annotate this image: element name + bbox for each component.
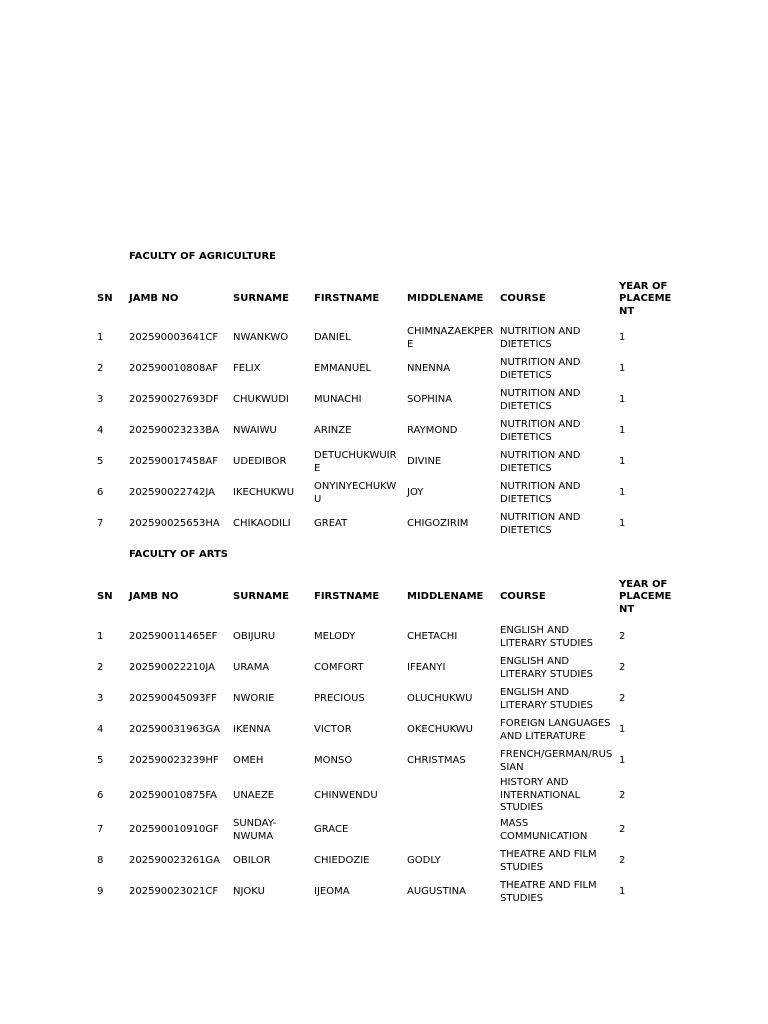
cell-middlename bbox=[407, 777, 497, 815]
cell-surname: NJOKU bbox=[233, 886, 265, 898]
header-firstname: FIRSTNAME bbox=[314, 293, 380, 305]
header-year-of-placement: YEAR OF PLACEME NT bbox=[619, 578, 672, 615]
cell-surname: IKECHUKWU bbox=[233, 487, 295, 499]
cell-firstname: MONSO bbox=[314, 755, 353, 767]
cell-firstname: MUNACHI bbox=[314, 394, 362, 406]
table-header bbox=[0, 280, 768, 319]
cell-firstname: GREAT bbox=[314, 518, 348, 530]
cell-surname: CHIKAODILI bbox=[233, 518, 291, 530]
cell-firstname: MELODY bbox=[314, 631, 356, 643]
table-row bbox=[0, 815, 768, 846]
cell-surname: OMEH bbox=[233, 755, 264, 767]
table-row bbox=[0, 509, 768, 540]
cell-middlename: SOPHINA bbox=[407, 394, 453, 406]
cell-surname: OBILOR bbox=[233, 855, 271, 867]
cell-sn: 8 bbox=[97, 855, 104, 867]
cell-sn: 6 bbox=[97, 487, 104, 499]
cell-middlename: CHIMNAZAEKPER E bbox=[407, 326, 494, 350]
table-row bbox=[0, 777, 768, 815]
cell-year: 1 bbox=[619, 332, 626, 344]
table-row bbox=[0, 653, 768, 684]
cell-sn: 3 bbox=[97, 693, 104, 705]
cell-sn: 7 bbox=[97, 518, 104, 530]
cell-firstname: PRECIOUS bbox=[314, 693, 365, 705]
table-row bbox=[0, 715, 768, 746]
cell-middlename: OKECHUKWU bbox=[407, 724, 473, 736]
cell-course: NUTRITION AND DIETETICS bbox=[500, 512, 581, 536]
cell-sn: 7 bbox=[97, 824, 104, 836]
cell-year: 1 bbox=[619, 456, 626, 468]
cell-surname: SUNDAY- NWUMA bbox=[233, 818, 277, 842]
cell-firstname: CHIEDOZIE bbox=[314, 855, 370, 867]
table-header bbox=[0, 578, 768, 617]
cell-firstname: IJEOMA bbox=[314, 886, 350, 898]
cell-surname: UNAEZE bbox=[233, 789, 275, 801]
cell-sn: 6 bbox=[97, 789, 104, 801]
cell-firstname: EMMANUEL bbox=[314, 363, 372, 375]
header-jamb-no: JAMB NO bbox=[129, 591, 179, 603]
cell-year: 2 bbox=[619, 693, 626, 705]
cell-year: 2 bbox=[619, 789, 626, 801]
table-row bbox=[0, 877, 768, 908]
cell-course: NUTRITION AND DIETETICS bbox=[500, 481, 581, 505]
cell-year: 1 bbox=[619, 363, 626, 375]
cell-surname: OBIJURU bbox=[233, 631, 276, 643]
cell-course: ENGLISH AND LITERARY STUDIES bbox=[500, 656, 594, 680]
table-row bbox=[0, 622, 768, 653]
header-year-of-placement: YEAR OF PLACEME NT bbox=[619, 280, 672, 317]
cell-sn: 3 bbox=[97, 394, 104, 406]
cell-jamb-no: 202590011465EF bbox=[129, 631, 218, 643]
cell-course: NUTRITION AND DIETETICS bbox=[500, 419, 581, 443]
cell-middlename: CHETACHI bbox=[407, 631, 458, 643]
cell-year: 1 bbox=[619, 886, 626, 898]
cell-course: NUTRITION AND DIETETICS bbox=[500, 388, 581, 412]
cell-jamb-no: 202590023233BA bbox=[129, 425, 220, 437]
cell-jamb-no: 202590023239HF bbox=[129, 755, 219, 767]
cell-surname: IKENNA bbox=[233, 724, 271, 736]
cell-sn: 9 bbox=[97, 886, 104, 898]
cell-surname: URAMA bbox=[233, 662, 270, 674]
cell-middlename: IFEANYI bbox=[407, 662, 446, 674]
cell-year: 1 bbox=[619, 394, 626, 406]
cell-sn: 2 bbox=[97, 363, 104, 375]
cell-year: 2 bbox=[619, 662, 626, 674]
section-title: FACULTY OF ARTS bbox=[129, 549, 228, 560]
cell-surname: NWANKWO bbox=[233, 332, 289, 344]
cell-jamb-no: 202590017458AF bbox=[129, 456, 218, 468]
cell-firstname: COMFORT bbox=[314, 662, 364, 674]
cell-sn: 4 bbox=[97, 425, 104, 437]
cell-firstname: DETUCHUKWUIR E bbox=[314, 450, 397, 474]
cell-middlename: GODLY bbox=[407, 855, 441, 867]
cell-jamb-no: 202590031963GA bbox=[129, 724, 220, 736]
cell-sn: 5 bbox=[97, 755, 104, 767]
cell-middlename: RAYMOND bbox=[407, 425, 458, 437]
header-course: COURSE bbox=[500, 293, 546, 305]
cell-firstname: ARINZE bbox=[314, 425, 352, 437]
cell-surname: NWORIE bbox=[233, 693, 275, 705]
table-row bbox=[0, 478, 768, 509]
cell-middlename: OLUCHUKWU bbox=[407, 693, 473, 705]
cell-year: 1 bbox=[619, 724, 626, 736]
cell-year: 1 bbox=[619, 518, 626, 530]
cell-middlename: CHRISTMAS bbox=[407, 755, 466, 767]
header-sn: SN bbox=[97, 591, 113, 603]
cell-course: ENGLISH AND LITERARY STUDIES bbox=[500, 687, 594, 711]
cell-middlename: JOY bbox=[407, 487, 424, 499]
header-sn: SN bbox=[97, 293, 113, 305]
cell-jamb-no: 202590025653HA bbox=[129, 518, 220, 530]
cell-middlename: AUGUSTINA bbox=[407, 886, 466, 898]
cell-jamb-no: 202590022210JA bbox=[129, 662, 215, 674]
cell-course: NUTRITION AND DIETETICS bbox=[500, 326, 581, 350]
cell-sn: 1 bbox=[97, 332, 104, 344]
cell-surname: UDEDIBOR bbox=[233, 456, 287, 468]
table-row bbox=[0, 746, 768, 777]
cell-jamb-no: 202590023021CF bbox=[129, 886, 219, 898]
table-row bbox=[0, 684, 768, 715]
cell-year: 1 bbox=[619, 755, 626, 767]
header-surname: SURNAME bbox=[233, 293, 289, 305]
cell-year: 2 bbox=[619, 824, 626, 836]
cell-jamb-no: 202590010875FA bbox=[129, 789, 218, 801]
header-middlename: MIDDLENAME bbox=[407, 591, 484, 603]
cell-course: FRENCH/GERMAN/RUS SIAN bbox=[500, 749, 613, 773]
table-row bbox=[0, 354, 768, 385]
header-middlename: MIDDLENAME bbox=[407, 293, 484, 305]
cell-surname: CHUKWUDI bbox=[233, 394, 289, 406]
cell-jamb-no: 202590010808AF bbox=[129, 363, 218, 375]
section-title: FACULTY OF AGRICULTURE bbox=[129, 251, 276, 262]
table-row bbox=[0, 416, 768, 447]
cell-surname: NWAIWU bbox=[233, 425, 277, 437]
header-jamb-no: JAMB NO bbox=[129, 293, 179, 305]
cell-firstname: GRACE bbox=[314, 824, 349, 836]
cell-sn: 5 bbox=[97, 456, 104, 468]
table-row bbox=[0, 447, 768, 478]
cell-middlename: CHIGOZIRIM bbox=[407, 518, 469, 530]
cell-year: 2 bbox=[619, 631, 626, 643]
cell-jamb-no: 202590045093FF bbox=[129, 693, 217, 705]
cell-jamb-no: 202590010910GF bbox=[129, 824, 219, 836]
cell-course: THEATRE AND FILM STUDIES bbox=[500, 880, 597, 904]
table-row bbox=[0, 323, 768, 354]
cell-course: ENGLISH AND LITERARY STUDIES bbox=[500, 625, 594, 649]
cell-year: 1 bbox=[619, 487, 626, 499]
cell-firstname: ONYINYECHUKW U bbox=[314, 481, 397, 505]
cell-jamb-no: 202590003641CF bbox=[129, 332, 219, 344]
cell-course: NUTRITION AND DIETETICS bbox=[500, 450, 581, 474]
cell-sn: 1 bbox=[97, 631, 104, 643]
cell-surname: FELIX bbox=[233, 363, 261, 375]
cell-course: HISTORY AND INTERNATIONAL STUDIES bbox=[500, 777, 581, 814]
cell-course: FOREIGN LANGUAGES AND LITERATURE bbox=[500, 718, 611, 742]
cell-course: MASS COMMUNICATION bbox=[500, 818, 588, 842]
cell-year: 1 bbox=[619, 425, 626, 437]
cell-firstname: VICTOR bbox=[314, 724, 352, 736]
table-row bbox=[0, 846, 768, 877]
header-surname: SURNAME bbox=[233, 591, 289, 603]
cell-sn: 2 bbox=[97, 662, 104, 674]
cell-middlename: DIVINE bbox=[407, 456, 442, 468]
cell-middlename bbox=[407, 815, 497, 846]
header-firstname: FIRSTNAME bbox=[314, 591, 380, 603]
cell-course: NUTRITION AND DIETETICS bbox=[500, 357, 581, 381]
cell-year: 2 bbox=[619, 855, 626, 867]
cell-sn: 4 bbox=[97, 724, 104, 736]
cell-middlename: NNENNA bbox=[407, 363, 451, 375]
header-course: COURSE bbox=[500, 591, 546, 603]
cell-jamb-no: 202590027693DF bbox=[129, 394, 219, 406]
cell-firstname: DANIEL bbox=[314, 332, 351, 344]
cell-firstname: CHINWENDU bbox=[314, 789, 378, 801]
table-row bbox=[0, 385, 768, 416]
cell-jamb-no: 202590022742JA bbox=[129, 487, 215, 499]
cell-course: THEATRE AND FILM STUDIES bbox=[500, 849, 597, 873]
cell-jamb-no: 202590023261GA bbox=[129, 855, 220, 867]
